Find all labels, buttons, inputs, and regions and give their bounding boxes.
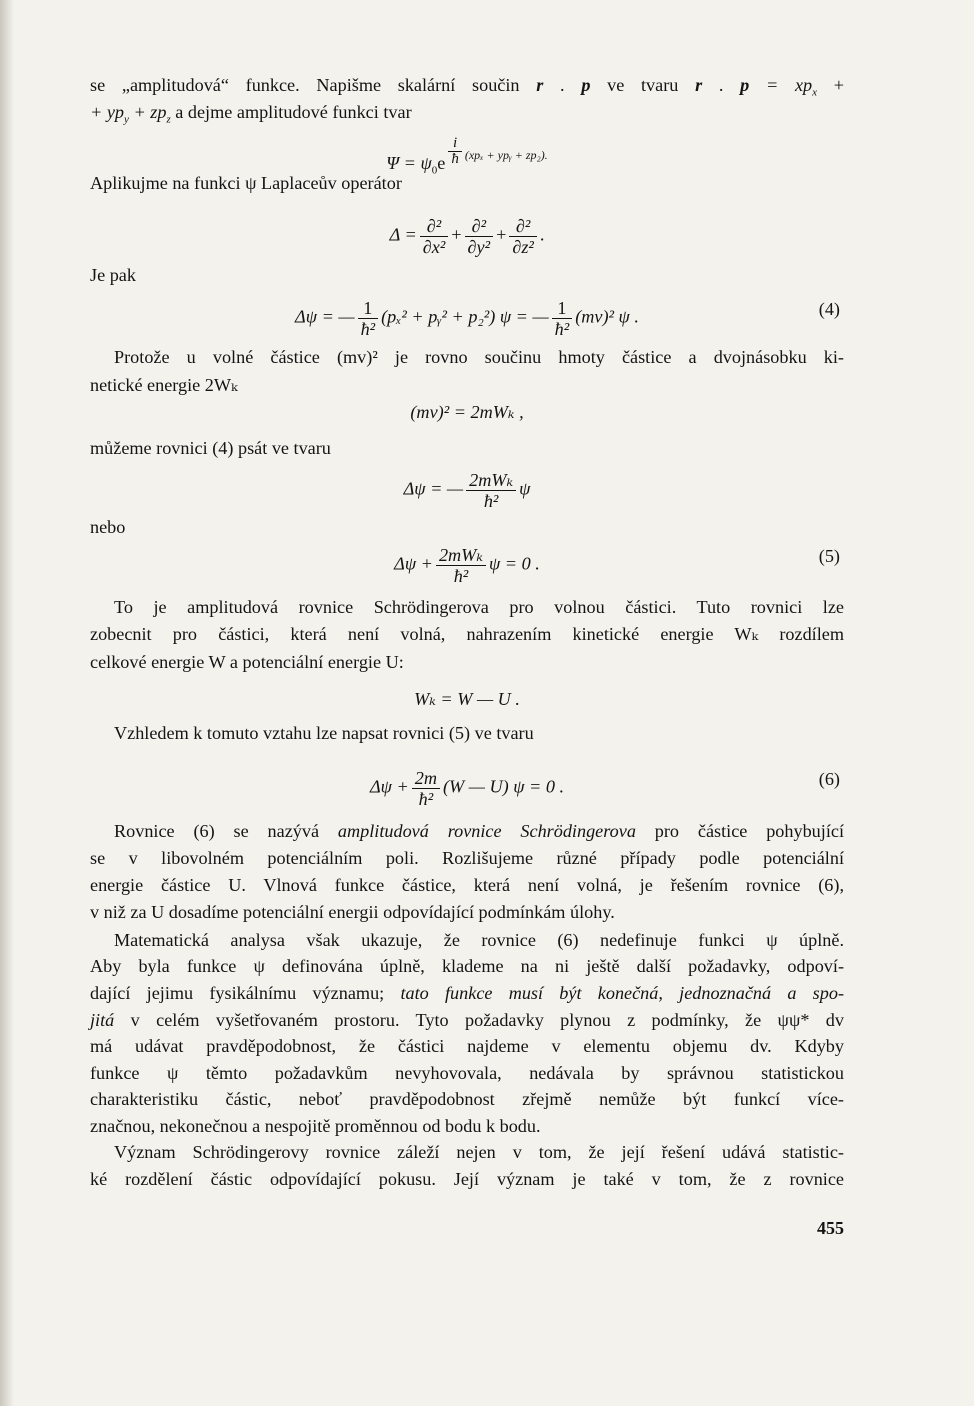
text-fragment: pro částice pohybující — [635, 821, 845, 841]
vector-p: p — [581, 75, 591, 95]
vector-r: r — [695, 75, 703, 95]
text-line: netické energie 2Wₖ — [90, 375, 238, 395]
math-fragment: + — [496, 224, 507, 245]
page-edge-shadow — [0, 0, 14, 1406]
math-fragment: ψ — [519, 478, 531, 499]
denominator: ħ² — [360, 319, 376, 339]
equation-number: (5) — [818, 546, 840, 566]
text-line — [90, 101, 844, 126]
text-fragment: ve tvaru — [590, 75, 696, 95]
text-line: můžeme rovnici (4) psát ve tvaru — [90, 438, 331, 458]
equation-mv: (mv)² = 2mWₖ , — [410, 402, 524, 422]
fraction — [358, 298, 379, 339]
text-line: Matematická analysa však ukazuje, že rovnice (6) nedefinuje funkci ψ úplně. — [114, 930, 844, 950]
math-fragment: Δψ + — [369, 776, 409, 797]
text-line: Protože u volné částice (mv)² je rovno součinu hmoty částice a dvojnásobku ki- — [114, 347, 844, 367]
text-line: značnou, nekonečnou a nespojitě proměnnou od bodu k bodu. — [90, 1116, 541, 1136]
text-line: celkové energie W a potenciální energie U: — [90, 652, 404, 672]
text-fragment: a dejme amplitudové funkci tvar — [170, 102, 412, 122]
subscript: x — [812, 86, 818, 99]
subscript: y — [124, 113, 129, 126]
denominator: ħ² — [483, 491, 499, 511]
equation-5 — [90, 545, 844, 586]
text-line: v niž za U dosadíme potenciální energii odpovídající podmínkám úlohy. — [90, 902, 615, 922]
denominator: ħ — [451, 151, 459, 167]
denominator: ∂x² — [422, 237, 446, 257]
numerator: 1 — [358, 298, 379, 319]
text-line: má udávat pravděpodobnost, že částici najdeme v elementu objemu dv. Kdyby — [90, 1036, 844, 1056]
denominator: ħ² — [418, 789, 434, 809]
math-fragment: (mv)² ψ . — [575, 306, 639, 327]
text-fragment: . — [702, 75, 741, 95]
text-line: funkce ψ těmto požadavkům nevyhovovala, nedávala by správnou statistickou — [90, 1063, 844, 1083]
text-line — [90, 1009, 844, 1031]
vector-p: p — [740, 75, 750, 95]
text-line — [90, 74, 844, 99]
math-fragment: (W — U) ψ = 0 . — [442, 776, 565, 797]
text-line: nebo — [90, 517, 126, 537]
vector-r: r — [536, 75, 544, 95]
italic-term: jitá — [90, 1010, 115, 1030]
text-line: Aplikujme na funkci ψ Laplaceův operátor — [90, 173, 402, 193]
text-line — [90, 982, 844, 1004]
equation-wk: Wₖ = W — U . — [414, 689, 520, 709]
denominator: ħ² — [554, 319, 570, 339]
math-fragment: + zp — [128, 102, 167, 122]
equation-6 — [90, 768, 844, 809]
fraction — [552, 298, 573, 339]
denominator: ∂z² — [512, 237, 534, 257]
fraction — [436, 545, 486, 586]
text-line: Je pak — [90, 265, 136, 285]
fraction — [412, 768, 440, 809]
fraction — [448, 136, 462, 167]
fraction — [466, 470, 516, 511]
text-line — [90, 820, 844, 842]
italic-term: tato funkce musí být konečná, jednoznačná a spo- — [400, 983, 844, 1003]
equation-4 — [90, 298, 844, 339]
math-fragment: (pₓ² + pᵧ² + p₂²) ψ = — — [381, 306, 549, 327]
numerator: 2mWₖ — [436, 545, 486, 566]
exponent: (xpₓ + ypᵧ + zp₂). — [464, 148, 548, 162]
page-number: 455 — [817, 1218, 844, 1238]
equation-laplace — [90, 216, 844, 257]
math-fragment: Ψ = ψ — [386, 153, 432, 173]
text-fragment: + — [817, 75, 844, 95]
numerator: ∂² — [465, 216, 494, 237]
math-fragment: Δψ = — — [295, 306, 355, 327]
text-fragment: dající jejimu fysikálnímu významu; — [90, 983, 401, 1003]
numerator: ∂² — [420, 216, 449, 237]
text-line: energie částice U. Vlnová funkce částice, která není volná, je řešením rovnice (6), — [90, 875, 844, 895]
text-line: se v libovolném potenciálním poli. Rozlišujeme různé případy podle potenciální — [90, 848, 844, 868]
numerator: i — [448, 136, 462, 152]
numerator: 1 — [552, 298, 573, 319]
text-fragment: Rovnice (6) se nazývá — [114, 821, 338, 841]
fraction — [420, 216, 449, 257]
numerator: ∂² — [509, 216, 537, 237]
numerator: 2mWₖ — [466, 470, 516, 491]
fraction — [509, 216, 537, 257]
text-line: zobecnit pro částici, která není volná, nahrazením kinetické energie Wₖ rozdílem — [90, 624, 844, 644]
denominator: ħ² — [453, 566, 469, 586]
math-fragment: ψ = 0 . — [488, 553, 540, 574]
text-line: Aby byla funkce ψ definována úplně, klademe na ni ještě další požadavky, odpoví- — [90, 956, 844, 976]
math-fragment: = xp — [749, 75, 813, 95]
text-line: ké rozdělení částic odpovídající pokusu. Její význam je také v tom, že z rovnice — [90, 1169, 844, 1189]
text-fragment: . — [543, 75, 582, 95]
italic-term: amplitudová rovnice Schrödingerova — [337, 821, 636, 841]
text-fragment: se „amplitudová“ funkce. Napišme skalární součin — [90, 75, 537, 95]
math-fragment: Δ = — [389, 224, 417, 245]
math-fragment: Δψ + — [394, 553, 433, 574]
equation-a — [90, 470, 844, 511]
subscript: z — [166, 113, 171, 126]
denominator: ∂y² — [467, 237, 491, 257]
text-line: charakteristiku částic, neboť pravděpodobnost zřejmě nemůže být funkcí více- — [90, 1089, 844, 1109]
math-fragment: + — [451, 224, 462, 245]
text-fragment: v celém vyšetřovaném prostoru. Tyto požadavky plynou z podmínky, že ψψ* dv — [114, 1010, 844, 1030]
equation-psi — [90, 135, 844, 177]
fraction — [465, 216, 494, 257]
math-fragment: + yp — [90, 102, 124, 122]
equation-number: (6) — [818, 769, 840, 789]
equation-number: (4) — [818, 299, 840, 319]
text-line: Vzhledem k tomuto vztahu lze napsat rovnici (5) ve tvaru — [114, 723, 534, 743]
math-fragment: . — [539, 224, 545, 245]
text-line: To je amplitudová rovnice Schrödingerova pro volnou částici. Tuto rovnici lze — [114, 597, 844, 617]
math-fragment: Δψ = — — [403, 478, 464, 499]
text-line: Význam Schrödingerovy rovnice záleží nejen v tom, že její řešení udává statistic- — [114, 1142, 844, 1162]
numerator: 2m — [412, 768, 440, 789]
math-fragment: e — [437, 153, 446, 173]
subscript: 0 — [431, 164, 438, 177]
